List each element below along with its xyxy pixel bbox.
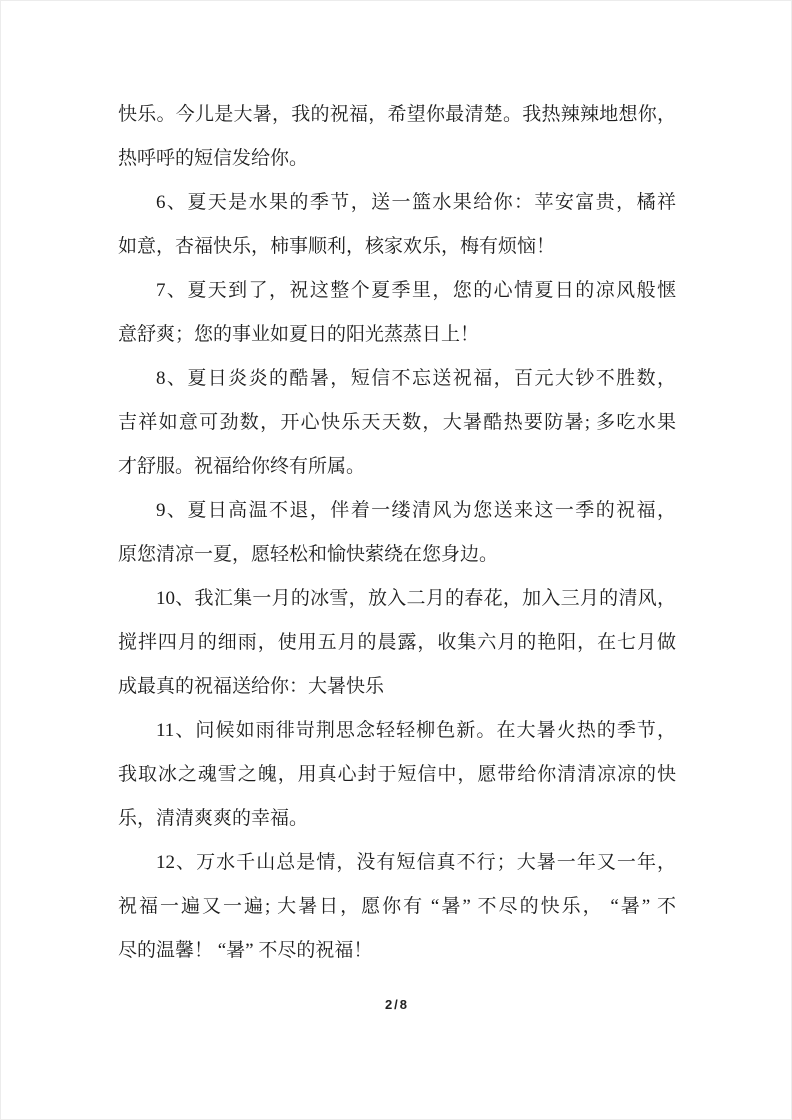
text-line: 搅拌四月的细雨，使用五月的晨露，收集六月的艳阳，在七月做: [118, 632, 676, 653]
text-line: 9、夏日高温不退，伴着一缕清风为您送来这一季的祝福，: [156, 500, 676, 521]
text-line: 8、夏日炎炎的酷暑，短信不忘送祝福，百元大钞不胜数，: [156, 368, 676, 389]
text-line: 12、万水千山总是情，没有短信真不行；大暑一年又一年，: [156, 852, 676, 873]
document-body: [118, 93, 676, 973]
text-line: 乐，清清爽爽的幸福。: [118, 808, 309, 829]
text-line: 成最真的祝福送给你：大暑快乐: [118, 676, 385, 697]
text-line: 如意，杏福快乐，柿事顺利，核家欢乐，梅有烦恼！: [118, 236, 556, 257]
text-line: 6、夏天是水果的季节，送一篮水果给你：苹安富贵，橘祥: [156, 192, 676, 213]
text-line: 意舒爽；您的事业如夏日的阳光蒸蒸日上！: [118, 324, 480, 345]
text-line: 10、我汇集一月的冰雪，放入二月的春花，加入三月的清风，: [156, 588, 676, 609]
text-line: 原您清凉一夏，愿轻松和愉快萦绕在您身边。: [118, 544, 499, 565]
text-line: 尽的温馨！ “暑” 不尽的祝福！: [118, 940, 373, 961]
text-line: 我取冰之魂雪之魄，用真心封于短信中，愿带给你清清凉凉的快: [118, 764, 676, 785]
text-line: 才舒服。祝福给你终有所属。: [118, 456, 366, 477]
text-line: 7、夏天到了，祝这整个夏季里，您的心情夏日的凉风般惬: [156, 280, 676, 301]
text-line: 11、问候如雨徘岢荆思念轻轻柳色新。在大暑火热的季节，: [156, 720, 676, 741]
text-line: 祝福一遍又一遍; 大暑日，愿你有 “暑” 不尽的快乐， “暑” 不: [118, 896, 676, 917]
text-line: 吉祥如意可劲数，开心快乐天天数，大暑酷热要防暑; 多吃水果: [118, 412, 676, 433]
text-line: 快乐。今儿是大暑，我的祝福，希望你最清楚。我热辣辣地想你，: [118, 104, 676, 125]
page-number: 2/8: [384, 997, 410, 1012]
text-line: 热呼呼的短信发给你。: [118, 148, 309, 169]
